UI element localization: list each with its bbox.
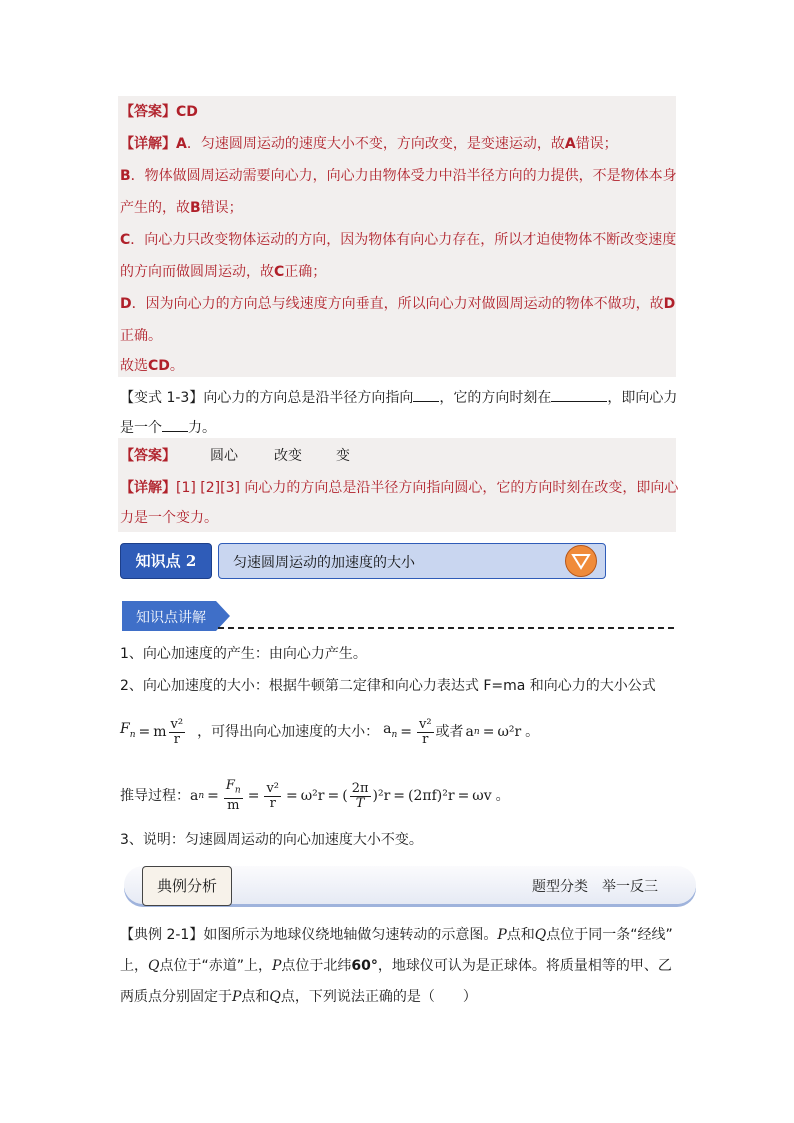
example-line-3	[120, 987, 477, 1007]
symbol: (	[342, 788, 348, 804]
point-text: 推导过程：	[120, 788, 190, 804]
example-label: 【典例 2-1】	[120, 927, 204, 943]
symbol: m	[153, 724, 167, 740]
example-text: ，地球仪可认为是正球体。将质量相等的甲、乙	[377, 958, 672, 974]
detail-line-6	[120, 294, 675, 314]
symbol: =	[457, 788, 470, 804]
detail-text: 。	[169, 358, 184, 374]
denominator: T	[355, 795, 365, 811]
detail-label: 【详解】	[120, 136, 176, 152]
explain-tab-label: 知识点讲解	[136, 610, 206, 626]
option-key: C	[274, 264, 285, 280]
numerator	[224, 779, 243, 799]
symbol: =	[207, 788, 219, 804]
example-text: 上，	[120, 958, 148, 974]
kp-title-bar	[218, 543, 606, 579]
detail-text: 错误；	[200, 200, 243, 216]
symbol: =	[327, 788, 340, 804]
symbol: a	[383, 721, 392, 738]
example-text: 点和	[506, 927, 535, 943]
detail-text: ．匀速圆周运动的速度大小不变，方向改变，是变速运动，故	[186, 136, 565, 152]
point-text: 1、向心加速度的产生：由向心力产生。	[120, 646, 367, 662]
denominator: r	[422, 731, 429, 747]
blank-2	[551, 387, 607, 402]
example-text: 点位于北纬	[281, 958, 352, 974]
answer-value-3: 变	[336, 448, 350, 464]
symbol: =	[482, 724, 495, 740]
option-letter: C	[120, 232, 131, 248]
fraction-v2-r	[264, 782, 281, 811]
fraction-v2-r	[169, 718, 186, 747]
subscript: n	[234, 785, 241, 796]
numerator: v²	[170, 716, 184, 732]
detail-text: 正确。	[120, 328, 162, 344]
example-line-1	[120, 925, 673, 945]
answer-label: 【答案】	[120, 448, 176, 464]
option-key: B	[190, 200, 201, 216]
symbol: ω²r	[300, 788, 325, 804]
numerator: v²	[418, 716, 432, 732]
derivation-line	[120, 774, 510, 818]
point-text: 。	[525, 724, 540, 740]
example-text: 如图所示为地球仪绕地轴做匀速转动的示意图。	[203, 927, 498, 943]
explain-tab	[122, 601, 232, 631]
detail-text: 的方向而做圆周运动，故	[120, 264, 274, 280]
symbol: =	[393, 788, 406, 804]
example-line-2	[120, 956, 672, 976]
point-3	[120, 830, 423, 850]
variant-question-line-1	[120, 387, 677, 408]
question-text: 是一个	[120, 420, 162, 436]
detail-text: 产生的，故	[120, 200, 190, 216]
kp-title: 匀速圆周运动的加速度的大小	[233, 555, 415, 571]
answer-value: CD	[176, 104, 198, 120]
answer-line	[120, 102, 198, 122]
point-2	[120, 676, 656, 696]
symbol: =	[138, 724, 151, 740]
detail-line-5	[120, 262, 326, 282]
symbol: )²r	[372, 788, 391, 804]
triangle-down-icon[interactable]	[565, 545, 597, 577]
point-text: 或者	[435, 724, 464, 740]
denominator: r	[269, 795, 276, 811]
answer-line-2	[120, 446, 350, 466]
answer2-detail-line-1	[120, 478, 678, 498]
example-banner-title: 典例分析	[156, 877, 217, 895]
symbol: ωv	[472, 788, 492, 804]
dash-divider	[218, 627, 674, 629]
subscript: n	[129, 729, 136, 740]
answer-value-2: 改变	[274, 448, 302, 464]
point-1	[120, 644, 367, 664]
fraction-2pi-T	[350, 782, 371, 811]
detail-line-2	[120, 166, 677, 186]
detail-text: 力是一个变力。	[120, 510, 218, 526]
point-symbol: P	[272, 958, 282, 974]
point-text: 2、向心加速度的大小：根据牛顿第二定律和向心力表达式 F=ma 和向心力的大小公式	[120, 678, 656, 694]
symbol: =	[247, 788, 260, 804]
example-text: 两质点分别固定于	[120, 989, 232, 1005]
option-key: A	[564, 136, 576, 152]
symbol: (2πf)²r	[408, 788, 455, 804]
example-text: 点位于“赤道”上，	[159, 958, 272, 974]
point-text: 。	[495, 788, 510, 804]
subscript: n	[473, 727, 480, 737]
example-text: 点位于同一条“经线”	[546, 927, 673, 943]
symbol: =	[286, 788, 298, 804]
fraction-Fn-m	[224, 779, 243, 813]
denominator: r	[173, 731, 180, 747]
point-symbol: P	[232, 989, 242, 1005]
detail-line-1	[120, 134, 618, 154]
formula-Fn	[120, 719, 136, 745]
option-letter: B	[120, 168, 131, 184]
detail-label: 【详解】	[120, 480, 176, 496]
point-text: 3、说明：匀速圆周运动的向心加速度大小不变。	[120, 832, 423, 848]
question-text: ，它的方向时刻在	[439, 390, 552, 406]
variant-question-line-2	[120, 417, 216, 438]
example-banner-right-text: 题型分类 举一反三	[532, 879, 658, 895]
example-text: 点和	[241, 989, 270, 1005]
symbol: a	[190, 788, 199, 804]
detail-refs: [1] [2][3]	[176, 480, 240, 496]
detail-text: ．物体做圆周运动需要向心力，向心力由物体受力中沿半径方向的力提供，不是物体本身	[130, 168, 677, 184]
detail-text: 正确；	[284, 264, 327, 280]
answer-label: 【答案】	[120, 104, 176, 120]
point-symbol: P	[497, 927, 507, 943]
symbol: ω²r	[497, 724, 522, 740]
detail-text: ．向心力只改变物体运动的方向，因为物体有向心力存在，所以才迫使物体不断改变速度	[130, 232, 677, 248]
detail-line-3	[120, 198, 243, 218]
formula-an	[383, 719, 397, 745]
example-banner-title-box	[142, 866, 232, 906]
kp-tag	[120, 543, 212, 579]
formula-line	[120, 710, 539, 754]
symbol: F	[225, 778, 235, 794]
latitude-value: 60°	[351, 958, 378, 974]
symbol: =	[400, 724, 412, 740]
point-symbol: Q	[269, 989, 281, 1005]
subscript: n	[391, 729, 398, 740]
blank-3	[162, 417, 188, 432]
question-text: 力。	[188, 420, 216, 436]
detail-text: ．因为向心力的方向总与线速度方向垂直，所以向心力对做圆周运动的物体不做功，故	[131, 296, 664, 312]
symbol: F	[120, 721, 130, 738]
detail-line-7	[120, 326, 162, 346]
denominator: m	[227, 797, 240, 813]
detail-text: 故选	[120, 358, 148, 374]
point-text: ，可得出向心加速度的大小：	[197, 724, 380, 740]
answer2-detail-line-2	[120, 508, 218, 528]
example-text: 点，下列说法正确的是（ ）	[280, 989, 477, 1005]
point-symbol: Q	[148, 958, 160, 974]
question-text: ，即向心力	[607, 390, 678, 406]
option-key: CD	[148, 358, 170, 374]
question-text: 向心力的方向总是沿半径方向指向	[203, 390, 414, 406]
numerator: 2π	[351, 780, 369, 796]
option-letter: A	[176, 136, 187, 152]
variant-label: 【变式 1-3】	[120, 390, 204, 406]
symbol: a	[465, 724, 474, 740]
numerator: v²	[266, 780, 280, 796]
kp-tag-label: 知识点 2	[135, 552, 197, 570]
detail-line-8	[120, 356, 184, 376]
point-symbol: Q	[534, 927, 547, 943]
blank-1	[413, 387, 439, 402]
example-banner-right	[532, 876, 658, 896]
answer-value-1: 圆心	[210, 448, 238, 464]
option-key: D	[663, 296, 676, 312]
fraction-v2-r	[417, 718, 434, 747]
detail-text: 向心力的方向总是沿半径方向指向圆心，它的方向时刻在改变，即向心	[239, 480, 679, 496]
detail-text: 错误；	[575, 136, 618, 152]
option-letter: D	[120, 296, 132, 312]
detail-line-4	[120, 230, 676, 250]
subscript: n	[198, 791, 205, 801]
